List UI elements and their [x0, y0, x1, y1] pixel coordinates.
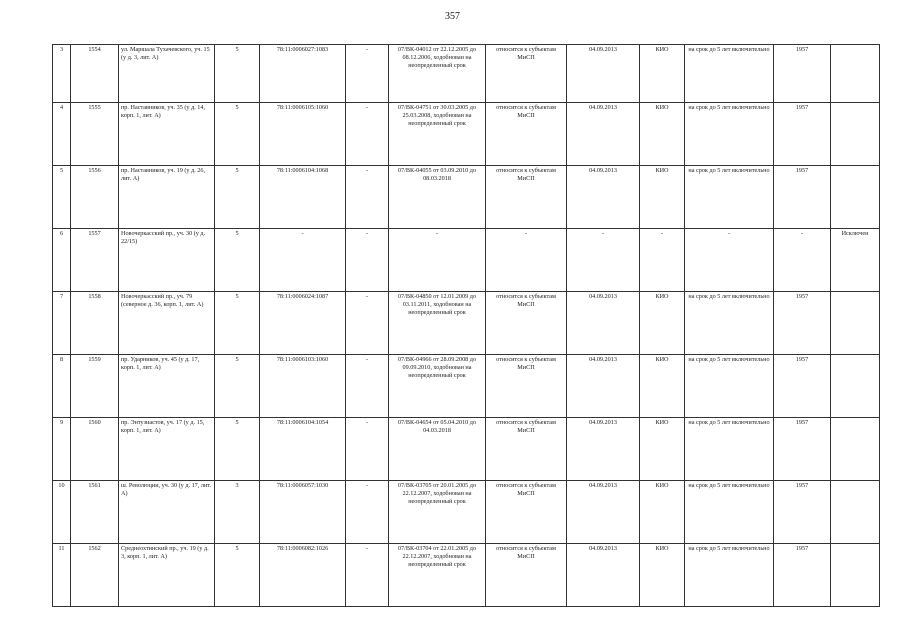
address-cell: Новочеркасский пр., уч. 30 (у д. 22/15) [119, 229, 215, 292]
record-id-cell: 1555 [71, 103, 119, 166]
date-cell: 04.09.2013 [567, 103, 640, 166]
year-cell: 1957 [774, 45, 831, 103]
record-id-cell: 1556 [71, 166, 119, 229]
record-id-cell: 1554 [71, 45, 119, 103]
table-row [53, 292, 880, 355]
year-cell: 1957 [774, 103, 831, 166]
authority-cell: - [640, 229, 685, 292]
date-cell: 04.09.2013 [567, 355, 640, 418]
year-cell: 1957 [774, 355, 831, 418]
row-number-cell: 4 [53, 103, 71, 166]
address-cell: пр. Наставников, уч. 35 (у д. 14, корп. 1, лит. А) [119, 103, 215, 166]
row-number-cell: 9 [53, 418, 71, 481]
address-cell: Среднеохтинский пр., уч. 19 (у д. 3, корп. 1, лит. А) [119, 544, 215, 607]
document-cell: 07/ВК-03704 от 22.01.2005 до 22.12.2007, ходобнован на неопределенный срок [389, 544, 486, 607]
table-row [53, 544, 880, 607]
table-row [53, 45, 880, 103]
year-cell: - [774, 229, 831, 292]
date-cell: 04.09.2013 [567, 166, 640, 229]
note-cell [831, 544, 880, 607]
placeholder-cell: - [346, 481, 389, 544]
document-cell: 07/ВК-04966 от 28.09.2008 до 09.09.2010, ходобнован на неопределенный срок [389, 355, 486, 418]
authority-cell: КИО [640, 292, 685, 355]
year-cell: 1957 [774, 166, 831, 229]
address-cell: Новочеркасский пр., уч. 79 (северное д. 36, корп. 1, лит. А) [119, 292, 215, 355]
authority-cell: КИО [640, 544, 685, 607]
cadastral-number-cell: 78:11:0006103:1060 [260, 355, 346, 418]
row-number-cell: 10 [53, 481, 71, 544]
row-number-cell: 11 [53, 544, 71, 607]
table-row [53, 481, 880, 544]
placeholder-cell: - [346, 103, 389, 166]
date-cell: 04.09.2013 [567, 544, 640, 607]
group-cell: 5 [215, 45, 260, 103]
document-cell: 07/ВК-04751 от 30.03.2005 до 25.03.2008, ходобнован на неопределенный срок [389, 103, 486, 166]
term-cell: на срок до 5 лет включительно [685, 481, 774, 544]
group-cell: 5 [215, 418, 260, 481]
note-cell [831, 45, 880, 103]
table-row [53, 229, 880, 292]
placeholder-cell: - [346, 229, 389, 292]
document-cell: 07/ВК-04055 от 03.09.2010 до 08.03.2018 [389, 166, 486, 229]
row-number-cell: 7 [53, 292, 71, 355]
record-id-cell: 1562 [71, 544, 119, 607]
placeholder-cell: - [346, 292, 389, 355]
address-cell: ул. Маршала Тухачевского, уч. 15 (у д. 3, лит. А) [119, 45, 215, 103]
cadastral-number-cell: 78:11:0006105:1060 [260, 103, 346, 166]
note-cell [831, 481, 880, 544]
placeholder-cell: - [346, 166, 389, 229]
cadastral-number-cell: - [260, 229, 346, 292]
document-cell: 07/ВК-04654 от 05.04.2010 до 04.03.2018 [389, 418, 486, 481]
category-cell: относится к субъектам МиСП [486, 355, 567, 418]
record-id-cell: 1559 [71, 355, 119, 418]
note-cell [831, 292, 880, 355]
table-row [53, 166, 880, 229]
term-cell: на срок до 5 лет включительно [685, 103, 774, 166]
cadastral-number-cell: 78:11:0006082:1026 [260, 544, 346, 607]
term-cell: на срок до 5 лет включительно [685, 544, 774, 607]
record-id-cell: 1560 [71, 418, 119, 481]
table-row [53, 355, 880, 418]
row-number-cell: 8 [53, 355, 71, 418]
term-cell: - [685, 229, 774, 292]
authority-cell: КИО [640, 166, 685, 229]
record-id-cell: 1557 [71, 229, 119, 292]
term-cell: на срок до 5 лет включительно [685, 166, 774, 229]
document-cell: 07/ВК-03705 от 20.01.2005 до 22.12.2007, ходобнован на неопределенный срок [389, 481, 486, 544]
note-cell [831, 103, 880, 166]
term-cell: на срок до 5 лет включительно [685, 418, 774, 481]
group-cell: 5 [215, 355, 260, 418]
cadastral-number-cell: 78:11:0006027:1083 [260, 45, 346, 103]
note-cell [831, 355, 880, 418]
term-cell: на срок до 5 лет включительно [685, 355, 774, 418]
category-cell: относится к субъектам МиСП [486, 292, 567, 355]
page-number: 357 [445, 11, 460, 22]
authority-cell: КИО [640, 355, 685, 418]
note-cell [831, 166, 880, 229]
document-cell: 07/ВК-04012 от 22.12.2005 до 08.12.2006, ходобнован на неопределенный срок [389, 45, 486, 103]
authority-cell: КИО [640, 103, 685, 166]
category-cell: - [486, 229, 567, 292]
address-cell: пр. Наставников, уч. 19 (у д. 26, лит. А) [119, 166, 215, 229]
authority-cell: КИО [640, 481, 685, 544]
placeholder-cell: - [346, 45, 389, 103]
placeholder-cell: - [346, 418, 389, 481]
row-number-cell: 6 [53, 229, 71, 292]
category-cell: относится к субъектам МиСП [486, 418, 567, 481]
note-cell: Исключен [831, 229, 880, 292]
date-cell: 04.09.2013 [567, 418, 640, 481]
placeholder-cell: - [346, 355, 389, 418]
category-cell: относится к субъектам МиСП [486, 103, 567, 166]
year-cell: 1957 [774, 544, 831, 607]
group-cell: 5 [215, 229, 260, 292]
registry-table [52, 44, 880, 607]
group-cell: 5 [215, 166, 260, 229]
date-cell: - [567, 229, 640, 292]
record-id-cell: 1561 [71, 481, 119, 544]
group-cell: 5 [215, 103, 260, 166]
cadastral-number-cell: 78:11:0006104:1068 [260, 166, 346, 229]
document-cell: - [389, 229, 486, 292]
address-cell: пр. Энтузиастов, уч. 17 (у д. 15, корп. 1, лит. А) [119, 418, 215, 481]
date-cell: 04.09.2013 [567, 481, 640, 544]
cadastral-number-cell: 78:11:0006104:1054 [260, 418, 346, 481]
cadastral-number-cell: 78:11:0006057:1030 [260, 481, 346, 544]
address-cell: ш. Революции, уч. 30 (у д. 17, лит. А) [119, 481, 215, 544]
category-cell: относится к субъектам МиСП [486, 45, 567, 103]
cadastral-number-cell: 78:11:0006024:1087 [260, 292, 346, 355]
table-row [53, 103, 880, 166]
year-cell: 1957 [774, 292, 831, 355]
term-cell: на срок до 5 лет включительно [685, 45, 774, 103]
address-cell: пр. Ударников, уч. 45 (у д. 17, корп. 1, лит. А) [119, 355, 215, 418]
placeholder-cell: - [346, 544, 389, 607]
table-row [53, 418, 880, 481]
group-cell: 5 [215, 544, 260, 607]
group-cell: 3 [215, 481, 260, 544]
record-id-cell: 1558 [71, 292, 119, 355]
category-cell: относится к субъектам МиСП [486, 166, 567, 229]
authority-cell: КИО [640, 45, 685, 103]
date-cell: 04.09.2013 [567, 45, 640, 103]
row-number-cell: 3 [53, 45, 71, 103]
category-cell: относится к субъектам МиСП [486, 544, 567, 607]
date-cell: 04.09.2013 [567, 292, 640, 355]
group-cell: 5 [215, 292, 260, 355]
year-cell: 1957 [774, 418, 831, 481]
row-number-cell: 5 [53, 166, 71, 229]
term-cell: на срок до 5 лет включительно [685, 292, 774, 355]
document-cell: 07/ВК-04850 от 12.01.2009 до 03.11.2011, ходобнован на неопределенный срок [389, 292, 486, 355]
year-cell: 1957 [774, 481, 831, 544]
authority-cell: КИО [640, 418, 685, 481]
category-cell: относится к субъектам МиСП [486, 481, 567, 544]
note-cell [831, 418, 880, 481]
